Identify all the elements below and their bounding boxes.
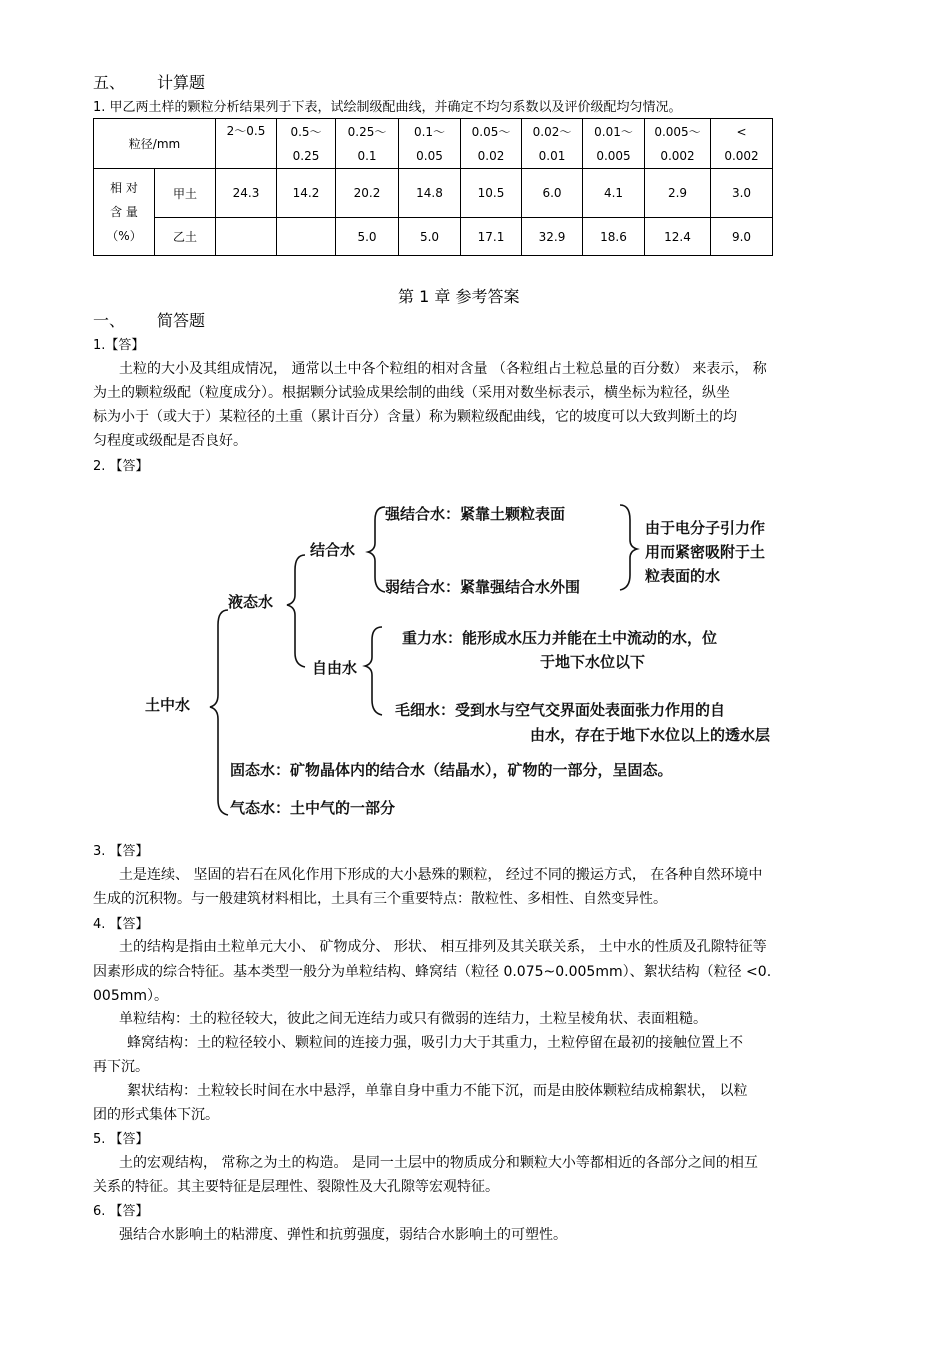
question-1: 1. 甲乙两土样的颗粒分析结果列于下表，试绘制级配曲线，并确定不均匀系数以及评价级配均匀情况。 [93,100,682,115]
row-label [94,169,155,256]
gas-water-label: 气态水：土中气的一部分 [230,799,396,817]
table-cell: 6.0 [522,169,583,218]
range-cell [216,119,277,169]
range-cell [645,119,711,169]
answer-label: 3. 【答】 [93,844,149,859]
answer-text: 土粒的大小及其组成情况， 通常以土中各个粒组的相对含量 （各粒组占土粒总量的百分数） 来表示， 称 [119,361,767,377]
answer-text: 因素形成的综合特征。基本类型一般分为单粒结构、蜂窝结（粒径 0.075~0.005mm）、絮状结构（粒径 <0. [93,964,772,980]
range-top: 0.05～ [471,124,511,139]
range-top: 0.1～ [413,124,446,139]
table-cell: 14.8 [399,169,461,218]
answer-text: 土是连续、 坚固的岩石在风化作用下形成的大小悬殊的颗粒， 经过不同的搬运方式， 在各种自然环境中 [119,867,763,883]
row-label-line: 含 量 [110,205,138,219]
range-cell [522,119,583,169]
range-top: 0.005～ [654,124,701,139]
liquid-label: 液态水 [228,593,274,611]
range-cell [277,119,336,169]
weak-bound-label: 弱结合水：紧靠强结合水外围 [385,578,581,596]
range-top: < [736,124,747,139]
soil-b-label: 乙土 [155,218,216,256]
structure-honeycomb: 再下沉。 [93,1059,149,1075]
table-cell: 12.4 [645,218,711,256]
answer-label: 4. 【答】 [93,917,149,932]
grain-size-table [93,118,773,256]
range-bottom: 0.25 [292,148,320,163]
answer-text: 强结合水影响土的粘滞度、弹性和抗剪强度，弱结合水影响土的可塑性。 [119,1227,567,1243]
table-cell [216,218,277,256]
soil-water-diagram [140,495,820,825]
answer-text: 匀程度或级配是否良好。 [93,433,247,449]
answer-text: 005mm）。 [93,988,168,1004]
table-cell: 10.5 [461,169,522,218]
structure-flocculent: 团的形式集体下沉。 [93,1107,219,1123]
table-cell: 14.2 [277,169,336,218]
capillary-line: 毛细水：受到水与空气交界面处表面张力作用的自 [395,701,726,719]
range-bottom: 0.05 [416,148,443,163]
table-cell: 24.3 [216,169,277,218]
soil-a-label: 甲土 [155,169,216,218]
structure-single: 单粒结构：土的粒径较大，彼此之间无连结力或只有微弱的连结力，土粒呈棱角状、表面粗糙。 [119,1011,707,1027]
strong-bound-label: 强结合水：紧靠土颗粒表面 [385,505,566,523]
table-cell: 3.0 [711,169,773,218]
table-header-label: 粒径/mm [94,119,216,169]
table-cell: 17.1 [461,218,522,256]
range-cell [399,119,461,169]
answer-text: 生成的沉积物。与一般建筑材料相比，土具有三个重要特点：散粒性、多相性、自然变异性。 [93,891,667,907]
range-cell [711,119,773,169]
range-bottom: 0.005 [596,148,631,163]
range-cell [583,119,645,169]
capillary-line: 由水，存在于地下水位以上的透水层 [530,726,771,744]
range-top: 0.01～ [594,124,633,139]
bound-note-line: 粒表面的水 [645,567,721,585]
gravity-line: 于地下水位以下 [540,653,646,671]
root-bracket [210,610,228,815]
range-bottom: 0.1 [357,148,377,163]
note-bracket [620,505,637,590]
free-label: 自由水 [312,659,358,677]
range-cell [336,119,399,169]
bound-label: 结合水 [310,541,356,559]
bound-bracket [368,507,385,592]
table-cell: 20.2 [336,169,399,218]
answer-text: 标为小于（或大于）某粒径的土重（累计百分）含量）称为颗粒级配曲线，它的坡度可以大致判断土的均 [93,409,737,425]
root-label: 土中水 [145,696,191,714]
row-label-line: （%） [106,229,142,243]
answer-text: 关系的特征。其主要特征是层理性、裂隙性及大孔隙等宏观特征。 [93,1179,499,1195]
range-bottom: 0.002 [724,148,759,163]
bound-note-line: 用而紧密吸附于土 [645,543,766,561]
table-cell: 9.0 [711,218,773,256]
range-bottom: 0.02 [477,148,505,163]
structure-flocculent: 絮状结构：土粒较长时间在水中悬浮，单靠自身中重力不能下沉，而是由胶体颗粒结成棉絮状， 以粒 [127,1083,748,1099]
range-bottom: 0.01 [538,148,566,163]
range-cell [461,119,522,169]
answer-text: 土的结构是指由土粒单元大小、 矿物成分、 形状、 相互排列及其关联关系， 土中水的性质及孔隙特征等 [119,939,767,955]
table-cell: 5.0 [399,218,461,256]
table-cell: 5.0 [336,218,399,256]
table-cell: 18.6 [583,218,645,256]
table-cell [277,218,336,256]
row-label-line: 相 对 [110,181,138,195]
range-top: 2～0.5 [226,124,266,138]
range-top: 0.5～ [290,124,322,139]
section-title: 计算题 [157,73,206,92]
bound-note-line: 由于电分子引力作 [645,519,766,537]
solid-water-label: 固态水：矿物晶体内的结合水（结晶水），矿物的一部分，呈固态。 [230,761,673,779]
range-top: 0.25～ [347,124,387,139]
range-bottom: 0.002 [660,148,695,163]
answer-label: 2. 【答】 [93,459,149,474]
answer-label: 6. 【答】 [93,1204,149,1219]
answer-label: 5. 【答】 [93,1132,149,1147]
table-cell: 2.9 [645,169,711,218]
range-top: 0.02～ [532,124,572,139]
answer-text: 土的宏观结构， 常称之为土的构造。 是同一土层中的物质成分和颗粒大小等都相近的各部分之间的相互 [119,1155,758,1171]
free-bracket [365,627,382,715]
structure-honeycomb: 蜂窝结构：土的粒径较小、颗粒间的连接力强，吸引力大于其重力，土粒停留在最初的接触位置上不 [127,1035,743,1051]
gravity-line: 重力水：能形成水压力并能在土中流动的水，位 [402,629,718,647]
table-cell: 4.1 [583,169,645,218]
table-cell: 32.9 [522,218,583,256]
answer-text: 为土的颗粒级配（粒度成分）。根据颗分试验成果绘制的曲线（采用对数坐标表示，横坐标为粒径，纵坐 [93,385,730,401]
section-title: 简答题 [157,311,206,330]
answer-label: 1.【答】 [93,338,145,353]
liquid-bracket [287,555,305,667]
chapter-title: 第 1 章 参考答案 [398,287,520,306]
section-number: 五、 [93,73,126,92]
section-number: 一、 [93,311,126,330]
